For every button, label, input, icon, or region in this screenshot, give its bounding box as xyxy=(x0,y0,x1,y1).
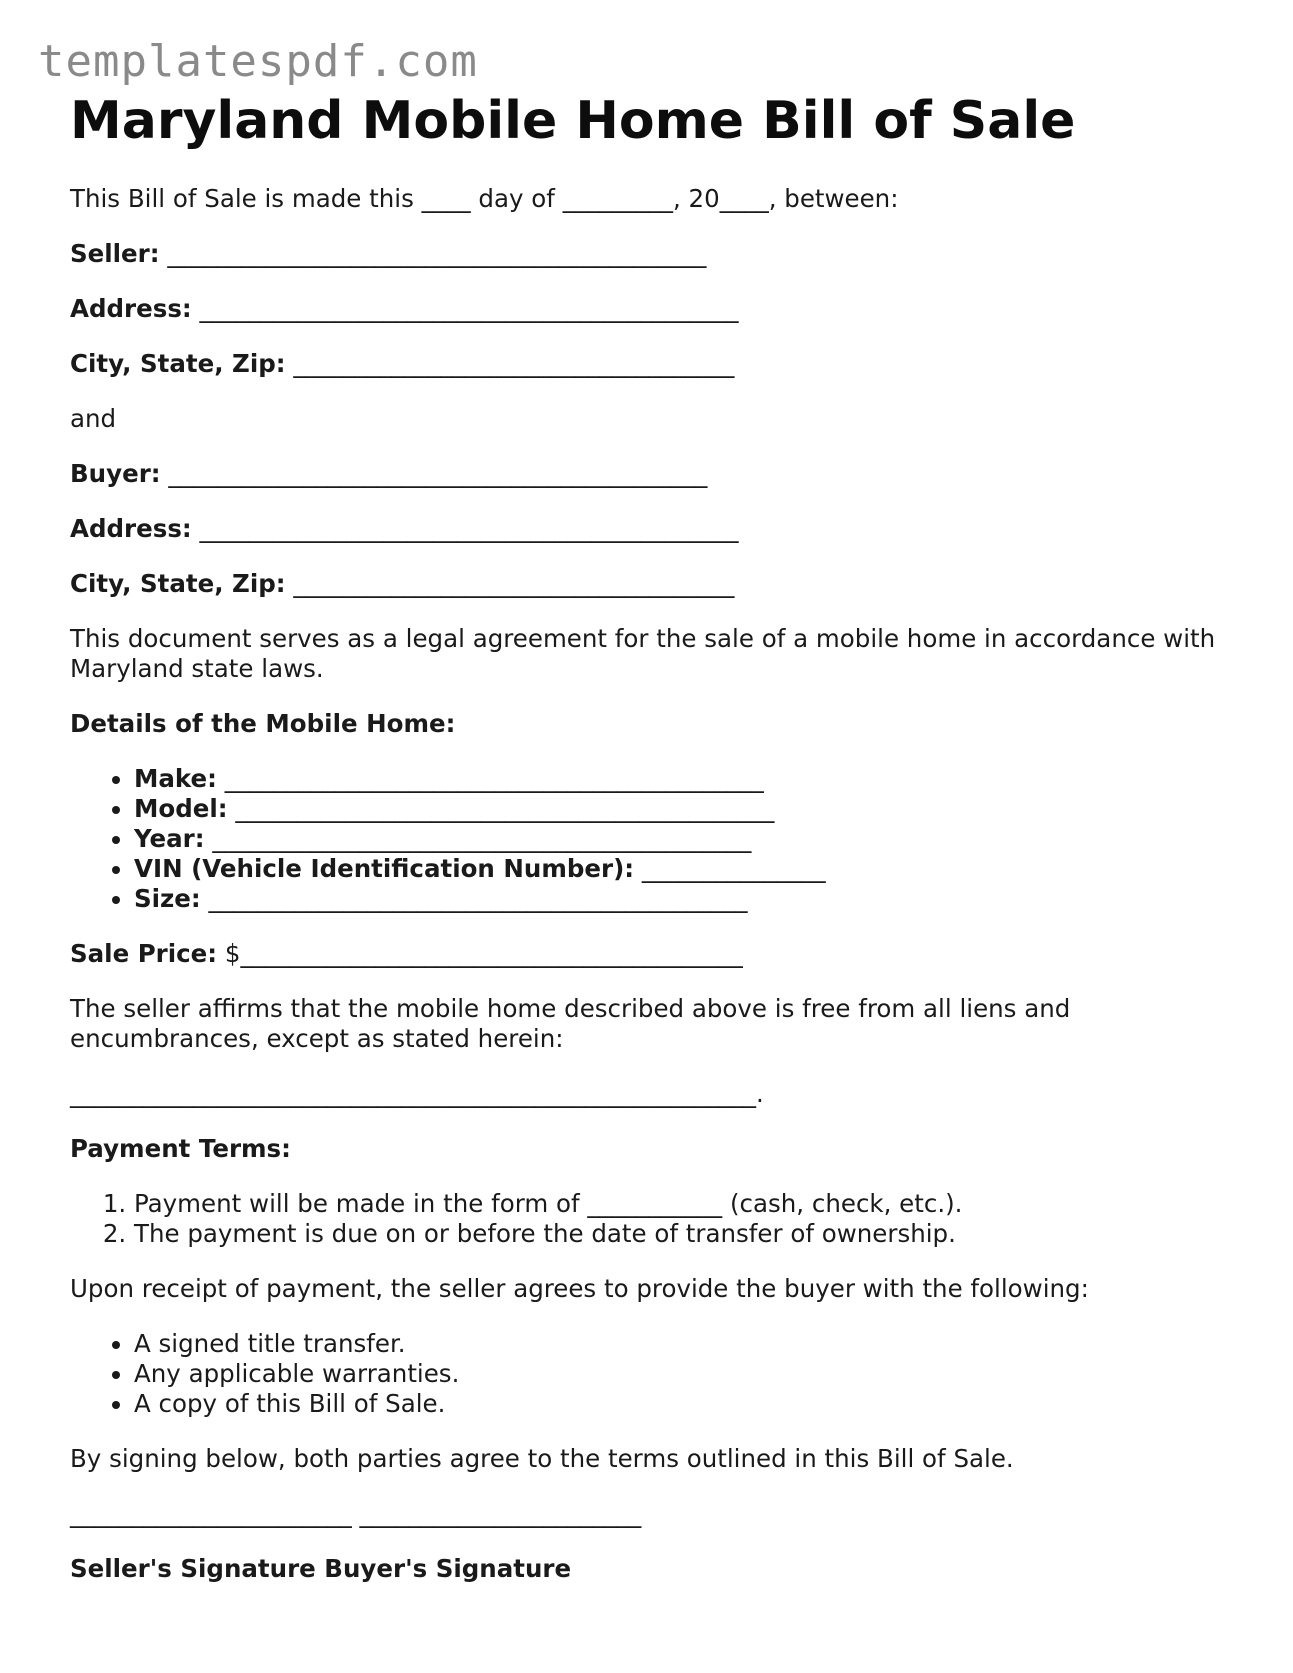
seller-name-blank: ____________________________________________ xyxy=(167,238,707,268)
buyer-city-line xyxy=(70,569,1230,599)
and-text: and xyxy=(70,403,117,433)
buyer-label: Buyer: xyxy=(70,458,161,488)
payment-term-2: 2. The payment is due on or before the date of transfer of ownership. xyxy=(134,1219,1230,1249)
buyer-name-blank: ____________________________________________ xyxy=(168,458,708,488)
provide-item-3: • A copy of this Bill of Sale. xyxy=(134,1389,1230,1419)
signature-labels: Seller's Signature Buyer's Signature xyxy=(70,1553,572,1583)
provide-list xyxy=(70,1329,1230,1419)
payment-term-1: 1. Payment will be made in the form of ___________ (cash, check, etc.). xyxy=(134,1189,1230,1219)
liens-paragraph: The seller affirms that the mobile home described above is free from all liens and encumbrances, except as stated herein: xyxy=(70,993,1079,1053)
payment-list xyxy=(70,1189,1230,1249)
buyer-address-line xyxy=(70,514,1230,544)
seller-city-label: City, State, Zip: xyxy=(70,348,286,378)
seller-label: Seller: xyxy=(70,238,160,268)
provide-paragraph: Upon receipt of payment, the seller agrees to provide the buyer with the following: xyxy=(70,1273,1089,1303)
details-list xyxy=(70,764,1230,914)
detail-year: • Year: ____________________________________________ xyxy=(134,824,1230,854)
sale-price-line xyxy=(70,939,1230,969)
provide-item-2: • Any applicable warranties. xyxy=(134,1359,1230,1389)
purpose-paragraph: This document serves as a legal agreement for the sale of a mobile home in accordance with Maryland state laws. xyxy=(70,623,1223,683)
document-body xyxy=(70,92,1230,1584)
seller-name-line xyxy=(70,239,1230,269)
detail-size: • Size: ____________________________________________ xyxy=(134,884,1230,914)
buyer-city-label: City, State, Zip: xyxy=(70,568,286,598)
detail-vin: • VIN (Vehicle Identification Number): _______________ xyxy=(134,854,1230,884)
buyer-address-label: Address: xyxy=(70,513,192,543)
seller-address-blank: ____________________________________________ xyxy=(199,293,739,323)
sale-price-label: Sale Price: xyxy=(70,938,218,968)
buyer-name-line xyxy=(70,459,1230,489)
detail-make: • Make: ____________________________________________ xyxy=(134,764,1230,794)
buyer-address-blank: ____________________________________________ xyxy=(199,513,739,543)
sale-price-blank: $_________________________________________ xyxy=(224,938,743,968)
signature-lines: _______________________ _______________________ xyxy=(70,1498,642,1528)
provide-item-1: • A signed title transfer. xyxy=(134,1329,1230,1359)
detail-model: • Model: ____________________________________________ xyxy=(134,794,1230,824)
seller-city-blank: ____________________________________ xyxy=(293,348,735,378)
intro-line: This Bill of Sale is made this ____ day of _________, 20____, between: xyxy=(70,183,899,213)
agreement-paragraph: By signing below, both parties agree to the terms outlined in this Bill of Sale. xyxy=(70,1443,1014,1473)
liens-blank: ________________________________________________________. xyxy=(70,1078,764,1108)
watermark: templatespdf.com xyxy=(38,36,478,87)
details-heading: Details of the Mobile Home: xyxy=(70,708,456,738)
document-title: Maryland Mobile Home Bill of Sale xyxy=(70,91,1076,151)
seller-address-label: Address: xyxy=(70,293,192,323)
buyer-city-blank: ____________________________________ xyxy=(293,568,735,598)
payment-heading: Payment Terms: xyxy=(70,1133,291,1163)
seller-city-line xyxy=(70,349,1230,379)
seller-address-line xyxy=(70,294,1230,324)
